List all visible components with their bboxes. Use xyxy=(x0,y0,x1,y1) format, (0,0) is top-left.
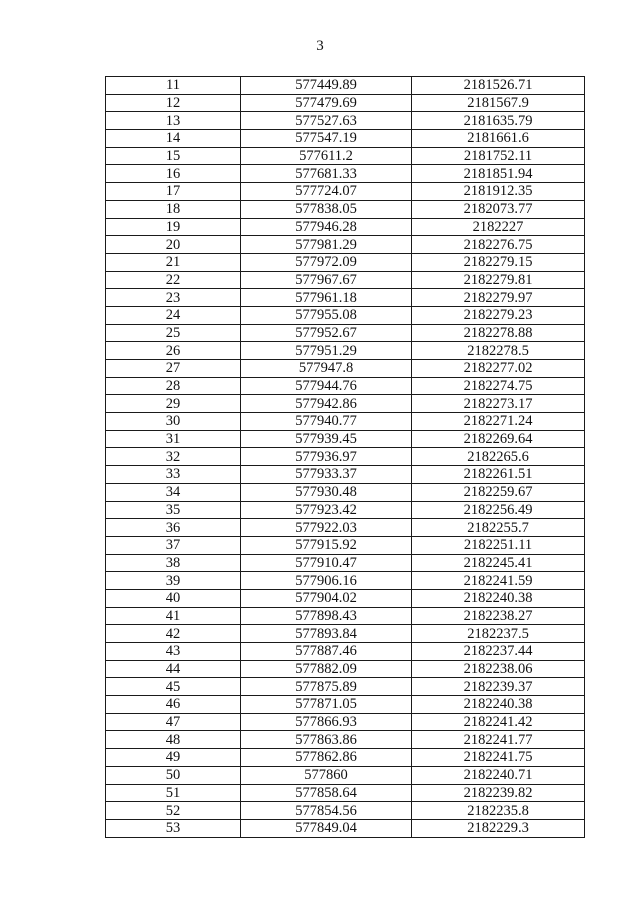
x-coordinate-cell: 577866.93 xyxy=(241,713,412,731)
point-number-cell: 21 xyxy=(106,253,241,271)
point-number-cell: 37 xyxy=(106,536,241,554)
y-coordinate-cell: 2182240.71 xyxy=(412,766,585,784)
point-number-cell: 35 xyxy=(106,501,241,519)
table-row xyxy=(106,236,585,254)
y-coordinate-cell: 2181912.35 xyxy=(412,183,585,201)
table-row xyxy=(106,713,585,731)
point-number-cell: 25 xyxy=(106,324,241,342)
point-number-cell: 38 xyxy=(106,554,241,572)
y-coordinate-cell: 2182238.06 xyxy=(412,660,585,678)
point-number-cell: 48 xyxy=(106,731,241,749)
x-coordinate-cell: 577449.89 xyxy=(241,77,412,95)
y-coordinate-cell: 2182274.75 xyxy=(412,377,585,395)
table-row xyxy=(106,731,585,749)
x-coordinate-cell: 577940.77 xyxy=(241,413,412,431)
y-coordinate-cell: 2182235.8 xyxy=(412,802,585,820)
y-coordinate-cell: 2182256.49 xyxy=(412,501,585,519)
x-coordinate-cell: 577915.92 xyxy=(241,536,412,554)
y-coordinate-cell: 2182279.97 xyxy=(412,289,585,307)
y-coordinate-cell: 2181635.79 xyxy=(412,112,585,130)
y-coordinate-cell: 2182241.75 xyxy=(412,749,585,767)
table-row xyxy=(106,572,585,590)
x-coordinate-cell: 577972.09 xyxy=(241,253,412,271)
y-coordinate-cell: 2182269.64 xyxy=(412,430,585,448)
point-number-cell: 33 xyxy=(106,466,241,484)
y-coordinate-cell: 2182279.81 xyxy=(412,271,585,289)
point-number-cell: 53 xyxy=(106,819,241,837)
y-coordinate-cell: 2182227 xyxy=(412,218,585,236)
table-row xyxy=(106,342,585,360)
table-row xyxy=(106,183,585,201)
point-number-cell: 14 xyxy=(106,130,241,148)
x-coordinate-cell: 577863.86 xyxy=(241,731,412,749)
point-number-cell: 20 xyxy=(106,236,241,254)
table-row xyxy=(106,519,585,537)
table-row xyxy=(106,395,585,413)
table-row xyxy=(106,218,585,236)
point-number-cell: 24 xyxy=(106,306,241,324)
y-coordinate-cell: 2182251.11 xyxy=(412,536,585,554)
point-number-cell: 19 xyxy=(106,218,241,236)
y-coordinate-cell: 2182245.41 xyxy=(412,554,585,572)
y-coordinate-cell: 2182229.3 xyxy=(412,819,585,837)
table-row xyxy=(106,536,585,554)
x-coordinate-cell: 577906.16 xyxy=(241,572,412,590)
y-coordinate-cell: 2182237.44 xyxy=(412,643,585,661)
x-coordinate-cell: 577681.33 xyxy=(241,165,412,183)
x-coordinate-cell: 577611.2 xyxy=(241,147,412,165)
point-number-cell: 34 xyxy=(106,483,241,501)
y-coordinate-cell: 2182279.23 xyxy=(412,306,585,324)
y-coordinate-cell: 2182276.75 xyxy=(412,236,585,254)
x-coordinate-cell: 577858.64 xyxy=(241,784,412,802)
point-number-cell: 40 xyxy=(106,589,241,607)
point-number-cell: 27 xyxy=(106,360,241,378)
point-number-cell: 31 xyxy=(106,430,241,448)
x-coordinate-cell: 577882.09 xyxy=(241,660,412,678)
point-number-cell: 49 xyxy=(106,749,241,767)
point-number-cell: 30 xyxy=(106,413,241,431)
table-row xyxy=(106,483,585,501)
y-coordinate-cell: 2182241.59 xyxy=(412,572,585,590)
x-coordinate-cell: 577930.48 xyxy=(241,483,412,501)
point-number-cell: 47 xyxy=(106,713,241,731)
point-number-cell: 36 xyxy=(106,519,241,537)
x-coordinate-cell: 577854.56 xyxy=(241,802,412,820)
table-row xyxy=(106,784,585,802)
x-coordinate-cell: 577547.19 xyxy=(241,130,412,148)
y-coordinate-cell: 2182273.17 xyxy=(412,395,585,413)
table-row xyxy=(106,165,585,183)
y-coordinate-cell: 2182279.15 xyxy=(412,253,585,271)
y-coordinate-cell: 2182240.38 xyxy=(412,696,585,714)
table-row xyxy=(106,306,585,324)
point-number-cell: 45 xyxy=(106,678,241,696)
point-number-cell: 15 xyxy=(106,147,241,165)
table-row xyxy=(106,448,585,466)
point-number-cell: 26 xyxy=(106,342,241,360)
y-coordinate-cell: 2182239.82 xyxy=(412,784,585,802)
y-coordinate-cell: 2182271.24 xyxy=(412,413,585,431)
x-coordinate-cell: 577961.18 xyxy=(241,289,412,307)
x-coordinate-cell: 577955.08 xyxy=(241,306,412,324)
table-row xyxy=(106,94,585,112)
table-row xyxy=(106,802,585,820)
table-row xyxy=(106,589,585,607)
y-coordinate-cell: 2182241.77 xyxy=(412,731,585,749)
table-row xyxy=(106,749,585,767)
x-coordinate-cell: 577871.05 xyxy=(241,696,412,714)
point-number-cell: 28 xyxy=(106,377,241,395)
point-number-cell: 32 xyxy=(106,448,241,466)
point-number-cell: 46 xyxy=(106,696,241,714)
y-coordinate-cell: 2181752.11 xyxy=(412,147,585,165)
y-coordinate-cell: 2181661.6 xyxy=(412,130,585,148)
coordinates-table xyxy=(105,76,585,838)
y-coordinate-cell: 2182277.02 xyxy=(412,360,585,378)
point-number-cell: 50 xyxy=(106,766,241,784)
x-coordinate-cell: 577946.28 xyxy=(241,218,412,236)
table-row xyxy=(106,430,585,448)
table-row xyxy=(106,413,585,431)
x-coordinate-cell: 577944.76 xyxy=(241,377,412,395)
table-row xyxy=(106,112,585,130)
table-row xyxy=(106,607,585,625)
point-number-cell: 52 xyxy=(106,802,241,820)
table-row xyxy=(106,253,585,271)
y-coordinate-cell: 2182237.5 xyxy=(412,625,585,643)
x-coordinate-cell: 577887.46 xyxy=(241,643,412,661)
table-row xyxy=(106,643,585,661)
page-number: 3 xyxy=(316,38,324,54)
point-number-cell: 44 xyxy=(106,660,241,678)
point-number-cell: 43 xyxy=(106,643,241,661)
y-coordinate-cell: 2182255.7 xyxy=(412,519,585,537)
x-coordinate-cell: 577922.03 xyxy=(241,519,412,537)
y-coordinate-cell: 2182259.67 xyxy=(412,483,585,501)
y-coordinate-cell: 2181567.9 xyxy=(412,94,585,112)
x-coordinate-cell: 577923.42 xyxy=(241,501,412,519)
x-coordinate-cell: 577898.43 xyxy=(241,607,412,625)
y-coordinate-cell: 2182239.37 xyxy=(412,678,585,696)
table-row xyxy=(106,678,585,696)
y-coordinate-cell: 2182261.51 xyxy=(412,466,585,484)
table-row xyxy=(106,819,585,837)
x-coordinate-cell: 577981.29 xyxy=(241,236,412,254)
x-coordinate-cell: 577862.86 xyxy=(241,749,412,767)
table-row xyxy=(106,554,585,572)
x-coordinate-cell: 577724.07 xyxy=(241,183,412,201)
x-coordinate-cell: 577933.37 xyxy=(241,466,412,484)
x-coordinate-cell: 577893.84 xyxy=(241,625,412,643)
y-coordinate-cell: 2182265.6 xyxy=(412,448,585,466)
point-number-cell: 22 xyxy=(106,271,241,289)
table-row xyxy=(106,696,585,714)
coordinates-table-body xyxy=(106,77,585,838)
point-number-cell: 41 xyxy=(106,607,241,625)
table-row xyxy=(106,360,585,378)
point-number-cell: 29 xyxy=(106,395,241,413)
y-coordinate-cell: 2182278.88 xyxy=(412,324,585,342)
table-row xyxy=(106,200,585,218)
x-coordinate-cell: 577942.86 xyxy=(241,395,412,413)
point-number-cell: 11 xyxy=(106,77,241,95)
x-coordinate-cell: 577952.67 xyxy=(241,324,412,342)
point-number-cell: 18 xyxy=(106,200,241,218)
x-coordinate-cell: 577951.29 xyxy=(241,342,412,360)
table-row xyxy=(106,271,585,289)
point-number-cell: 17 xyxy=(106,183,241,201)
point-number-cell: 16 xyxy=(106,165,241,183)
y-coordinate-cell: 2182241.42 xyxy=(412,713,585,731)
point-number-cell: 23 xyxy=(106,289,241,307)
x-coordinate-cell: 577860 xyxy=(241,766,412,784)
point-number-cell: 13 xyxy=(106,112,241,130)
point-number-cell: 51 xyxy=(106,784,241,802)
table-row xyxy=(106,77,585,95)
x-coordinate-cell: 577904.02 xyxy=(241,589,412,607)
point-number-cell: 12 xyxy=(106,94,241,112)
x-coordinate-cell: 577939.45 xyxy=(241,430,412,448)
y-coordinate-cell: 2181526.71 xyxy=(412,77,585,95)
x-coordinate-cell: 577967.67 xyxy=(241,271,412,289)
table-row xyxy=(106,501,585,519)
table-row xyxy=(106,377,585,395)
table-row xyxy=(106,289,585,307)
x-coordinate-cell: 577479.69 xyxy=(241,94,412,112)
y-coordinate-cell: 2181851.94 xyxy=(412,165,585,183)
table-row xyxy=(106,660,585,678)
y-coordinate-cell: 2182278.5 xyxy=(412,342,585,360)
x-coordinate-cell: 577838.05 xyxy=(241,200,412,218)
x-coordinate-cell: 577910.47 xyxy=(241,554,412,572)
x-coordinate-cell: 577936.97 xyxy=(241,448,412,466)
x-coordinate-cell: 577527.63 xyxy=(241,112,412,130)
point-number-cell: 42 xyxy=(106,625,241,643)
x-coordinate-cell: 577947.8 xyxy=(241,360,412,378)
y-coordinate-cell: 2182238.27 xyxy=(412,607,585,625)
table-row xyxy=(106,625,585,643)
x-coordinate-cell: 577875.89 xyxy=(241,678,412,696)
table-row xyxy=(106,147,585,165)
table-row xyxy=(106,466,585,484)
y-coordinate-cell: 2182073.77 xyxy=(412,200,585,218)
y-coordinate-cell: 2182240.38 xyxy=(412,589,585,607)
table-row xyxy=(106,130,585,148)
x-coordinate-cell: 577849.04 xyxy=(241,819,412,837)
table-row xyxy=(106,324,585,342)
point-number-cell: 39 xyxy=(106,572,241,590)
table-row xyxy=(106,766,585,784)
